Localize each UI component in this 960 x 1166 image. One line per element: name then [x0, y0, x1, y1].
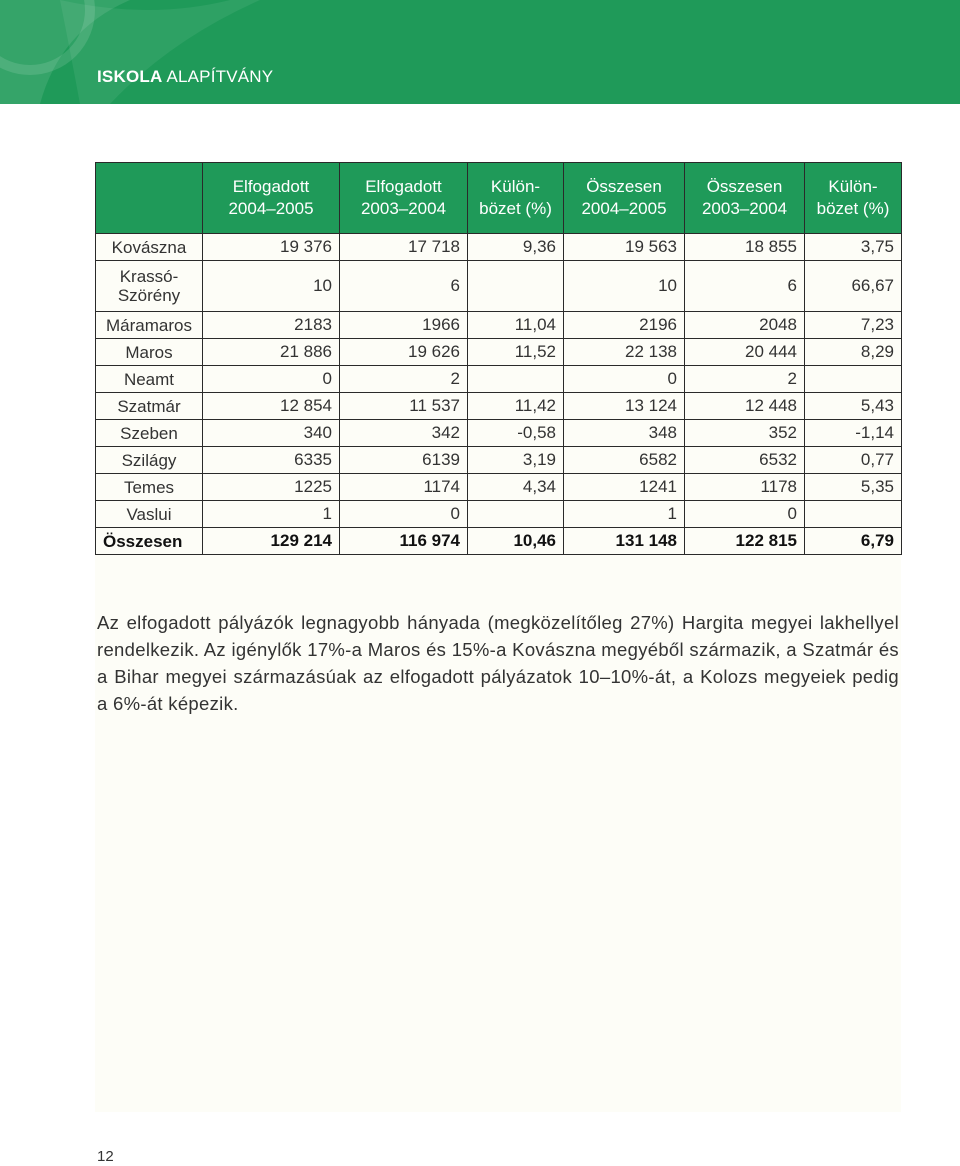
table-cell: 1241 [564, 474, 685, 501]
table-cell: 2048 [685, 312, 805, 339]
total-cell: 131 148 [564, 528, 685, 555]
row-name: Krassó-Szörény [96, 261, 203, 312]
header-corner [96, 163, 203, 234]
table-cell: 1174 [340, 474, 468, 501]
table-cell: 1178 [685, 474, 805, 501]
table-cell [468, 501, 564, 528]
column-header: Külön- bözet (%) [805, 163, 902, 234]
table-cell: 66,67 [805, 261, 902, 312]
table-cell: 3,19 [468, 447, 564, 474]
table-row [96, 420, 902, 447]
table-cell: 4,34 [468, 474, 564, 501]
table-cell: 6582 [564, 447, 685, 474]
body-paragraph: Az elfogadott pályázók legnagyobb hányada (megközelítőleg 27%) Hargita megyei lakhellyel rendelkezik. Az igénylők 17%-a Maros és 15%-a Kovászna megyéből származik, a Szatmár és a Bihar megyei származásúak az elfogadott pályázatok 10–10%-át, a Kolozs megyeiek pedig a 6%-át képezik. [97, 611, 899, 714]
table-cell: 12 448 [685, 393, 805, 420]
row-name: Szilágy [96, 447, 203, 474]
table-cell: 6532 [685, 447, 805, 474]
row-name: Kovászna [96, 234, 203, 261]
total-cell: 10,46 [468, 528, 564, 555]
table-cell: 17 718 [340, 234, 468, 261]
table-cell: 342 [340, 420, 468, 447]
row-name: Neamt [96, 366, 203, 393]
row-name: Temes [96, 474, 203, 501]
total-cell: 129 214 [203, 528, 340, 555]
table-cell [468, 261, 564, 312]
total-label: Összesen [96, 528, 203, 555]
total-cell: 116 974 [340, 528, 468, 555]
table-cell: 11 537 [340, 393, 468, 420]
table-row [96, 312, 902, 339]
table-row [96, 447, 902, 474]
table-cell: 10 [203, 261, 340, 312]
column-header: Összesen 2004–2005 [564, 163, 685, 234]
table-cell: 2 [340, 366, 468, 393]
row-name: Szatmár [96, 393, 203, 420]
table-cell: 2196 [564, 312, 685, 339]
table-cell: 1225 [203, 474, 340, 501]
table-cell: 8,29 [805, 339, 902, 366]
table-cell: 10 [564, 261, 685, 312]
column-header: Elfogadott 2003–2004 [340, 163, 468, 234]
table-cell: 7,23 [805, 312, 902, 339]
table-cell [805, 366, 902, 393]
table-cell: 348 [564, 420, 685, 447]
table-cell: -1,14 [805, 420, 902, 447]
table-cell: 5,35 [805, 474, 902, 501]
table-row [96, 339, 902, 366]
row-name: Szeben [96, 420, 203, 447]
table-cell: 11,04 [468, 312, 564, 339]
table-cell: -0,58 [468, 420, 564, 447]
table-cell: 5,43 [805, 393, 902, 420]
table-cell: 0 [685, 501, 805, 528]
table-cell: 0,77 [805, 447, 902, 474]
table-cell: 2 [685, 366, 805, 393]
table-header-row [96, 163, 902, 234]
total-cell: 6,79 [805, 528, 902, 555]
table-cell: 19 563 [564, 234, 685, 261]
table-cell: 3,75 [805, 234, 902, 261]
table-cell: 0 [203, 366, 340, 393]
table-cell: 12 854 [203, 393, 340, 420]
column-header: Összesen 2003–2004 [685, 163, 805, 234]
table-cell [468, 366, 564, 393]
table-cell: 6335 [203, 447, 340, 474]
table-cell: 1966 [340, 312, 468, 339]
total-cell: 122 815 [685, 528, 805, 555]
table-cell: 11,52 [468, 339, 564, 366]
table-cell: 18 855 [685, 234, 805, 261]
table-cell: 6 [340, 261, 468, 312]
brand-bold: ISKOLA [97, 67, 163, 86]
column-header: Külön- bözet (%) [468, 163, 564, 234]
table-cell: 19 376 [203, 234, 340, 261]
row-name: Vaslui [96, 501, 203, 528]
table-row [96, 501, 902, 528]
table-cell: 21 886 [203, 339, 340, 366]
row-name: Máramaros [96, 312, 203, 339]
brand-title [97, 67, 273, 87]
table-cell: 11,42 [468, 393, 564, 420]
table-cell: 1 [564, 501, 685, 528]
table-row [96, 234, 902, 261]
data-table [95, 162, 902, 555]
table-cell [805, 501, 902, 528]
table-cell: 1 [203, 501, 340, 528]
table-row [96, 261, 902, 312]
table-cell: 13 124 [564, 393, 685, 420]
row-name: Maros [96, 339, 203, 366]
table-cell: 352 [685, 420, 805, 447]
table-cell: 9,36 [468, 234, 564, 261]
table-cell: 20 444 [685, 339, 805, 366]
column-header: Elfogadott 2004–2005 [203, 163, 340, 234]
table-row [96, 366, 902, 393]
table-cell: 6 [685, 261, 805, 312]
table-cell: 2183 [203, 312, 340, 339]
table-cell: 22 138 [564, 339, 685, 366]
table-cell: 6139 [340, 447, 468, 474]
table-cell: 340 [203, 420, 340, 447]
brand-rest: ALAPÍTVÁNY [166, 67, 274, 86]
decorative-swirl-icon [0, 0, 260, 104]
table-cell: 0 [340, 501, 468, 528]
page-number: 12 [97, 1148, 114, 1165]
header-band [0, 0, 960, 104]
table-cell: 19 626 [340, 339, 468, 366]
table-total-row [96, 528, 902, 555]
table-row [96, 393, 902, 420]
table-cell: 0 [564, 366, 685, 393]
table-row [96, 474, 902, 501]
